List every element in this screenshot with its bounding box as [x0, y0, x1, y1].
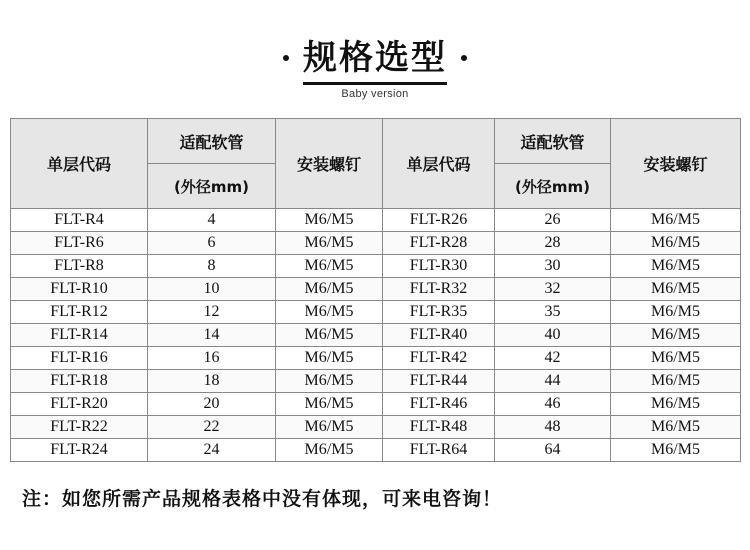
cell-code-right: FLT-R44 [383, 370, 495, 393]
header-hose-left: 适配软管 [148, 119, 276, 164]
cell-screw-right: M6/M5 [611, 301, 741, 324]
header-screw-right: 安装螺钉 [611, 119, 741, 209]
cell-code-left: FLT-R10 [11, 278, 148, 301]
cell-screw-right: M6/M5 [611, 278, 741, 301]
page-title [283, 30, 467, 85]
cell-screw-left: M6/M5 [276, 301, 383, 324]
cell-code-left: FLT-R12 [11, 301, 148, 324]
cell-hose-left: 6 [148, 232, 276, 255]
cell-screw-right: M6/M5 [611, 209, 741, 232]
cell-hose-left: 16 [148, 347, 276, 370]
cell-code-left: FLT-R24 [11, 439, 148, 462]
header-code-right: 单层代码 [383, 119, 495, 209]
cell-hose-right: 48 [495, 416, 611, 439]
cell-code-left: FLT-R18 [11, 370, 148, 393]
cell-hose-left: 10 [148, 278, 276, 301]
cell-hose-left: 18 [148, 370, 276, 393]
cell-code-left: FLT-R14 [11, 324, 148, 347]
table-row [11, 255, 741, 278]
header-hose-unit-right: (外径mm) [495, 164, 611, 209]
cell-code-right: FLT-R42 [383, 347, 495, 370]
cell-screw-left: M6/M5 [276, 347, 383, 370]
title-block [0, 30, 750, 85]
cell-code-left: FLT-R4 [11, 209, 148, 232]
cell-hose-right: 42 [495, 347, 611, 370]
cell-code-right: FLT-R26 [383, 209, 495, 232]
cell-hose-right: 28 [495, 232, 611, 255]
cell-hose-left: 12 [148, 301, 276, 324]
cell-code-left: FLT-R22 [11, 416, 148, 439]
cell-code-right: FLT-R46 [383, 393, 495, 416]
cell-screw-left: M6/M5 [276, 232, 383, 255]
table-row [11, 209, 741, 232]
cell-screw-left: M6/M5 [276, 416, 383, 439]
cell-hose-left: 4 [148, 209, 276, 232]
cell-screw-right: M6/M5 [611, 324, 741, 347]
cell-screw-right: M6/M5 [611, 393, 741, 416]
header-code-left: 单层代码 [11, 119, 148, 209]
cell-code-right: FLT-R48 [383, 416, 495, 439]
cell-hose-left: 14 [148, 324, 276, 347]
header-hose-right: 适配软管 [495, 119, 611, 164]
cell-hose-left: 20 [148, 393, 276, 416]
cell-hose-left: 22 [148, 416, 276, 439]
cell-hose-left: 24 [148, 439, 276, 462]
bullet-dot-right [461, 55, 467, 61]
cell-code-left: FLT-R6 [11, 232, 148, 255]
cell-hose-right: 30 [495, 255, 611, 278]
cell-hose-right: 35 [495, 301, 611, 324]
header-hose-unit-left: (外径mm) [148, 164, 276, 209]
cell-screw-right: M6/M5 [611, 347, 741, 370]
cell-code-right: FLT-R35 [383, 301, 495, 324]
spec-table-body [11, 209, 741, 462]
table-row [11, 324, 741, 347]
cell-code-right: FLT-R40 [383, 324, 495, 347]
contact-note: 注：如您所需产品规格表格中没有体现，可来电咨询！ [22, 488, 503, 510]
cell-code-right: FLT-R28 [383, 232, 495, 255]
cell-hose-left: 8 [148, 255, 276, 278]
page-title-text: 规格选型 [303, 30, 447, 85]
cell-screw-left: M6/M5 [276, 278, 383, 301]
cell-code-left: FLT-R8 [11, 255, 148, 278]
cell-screw-right: M6/M5 [611, 439, 741, 462]
cell-screw-right: M6/M5 [611, 232, 741, 255]
cell-hose-right: 46 [495, 393, 611, 416]
table-row [11, 370, 741, 393]
cell-code-right: FLT-R30 [383, 255, 495, 278]
cell-screw-right: M6/M5 [611, 255, 741, 278]
cell-screw-left: M6/M5 [276, 209, 383, 232]
table-row [11, 439, 741, 462]
cell-screw-left: M6/M5 [276, 439, 383, 462]
cell-screw-left: M6/M5 [276, 255, 383, 278]
cell-screw-left: M6/M5 [276, 324, 383, 347]
cell-hose-right: 26 [495, 209, 611, 232]
cell-code-right: FLT-R64 [383, 439, 495, 462]
subtitle: Baby version [341, 88, 409, 100]
cell-hose-right: 32 [495, 278, 611, 301]
table-row [11, 278, 741, 301]
cell-code-right: FLT-R32 [383, 278, 495, 301]
table-row [11, 416, 741, 439]
table-row [11, 393, 741, 416]
bullet-dot-left [283, 55, 289, 61]
cell-screw-left: M6/M5 [276, 393, 383, 416]
header-screw-left: 安装螺钉 [276, 119, 383, 209]
spec-table [10, 118, 741, 462]
cell-hose-right: 64 [495, 439, 611, 462]
cell-screw-left: M6/M5 [276, 370, 383, 393]
table-row [11, 301, 741, 324]
cell-hose-right: 40 [495, 324, 611, 347]
table-row [11, 347, 741, 370]
spec-table-header [11, 119, 741, 209]
cell-code-left: FLT-R16 [11, 347, 148, 370]
cell-hose-right: 44 [495, 370, 611, 393]
cell-screw-right: M6/M5 [611, 416, 741, 439]
cell-screw-right: M6/M5 [611, 370, 741, 393]
table-row [11, 232, 741, 255]
cell-code-left: FLT-R20 [11, 393, 148, 416]
